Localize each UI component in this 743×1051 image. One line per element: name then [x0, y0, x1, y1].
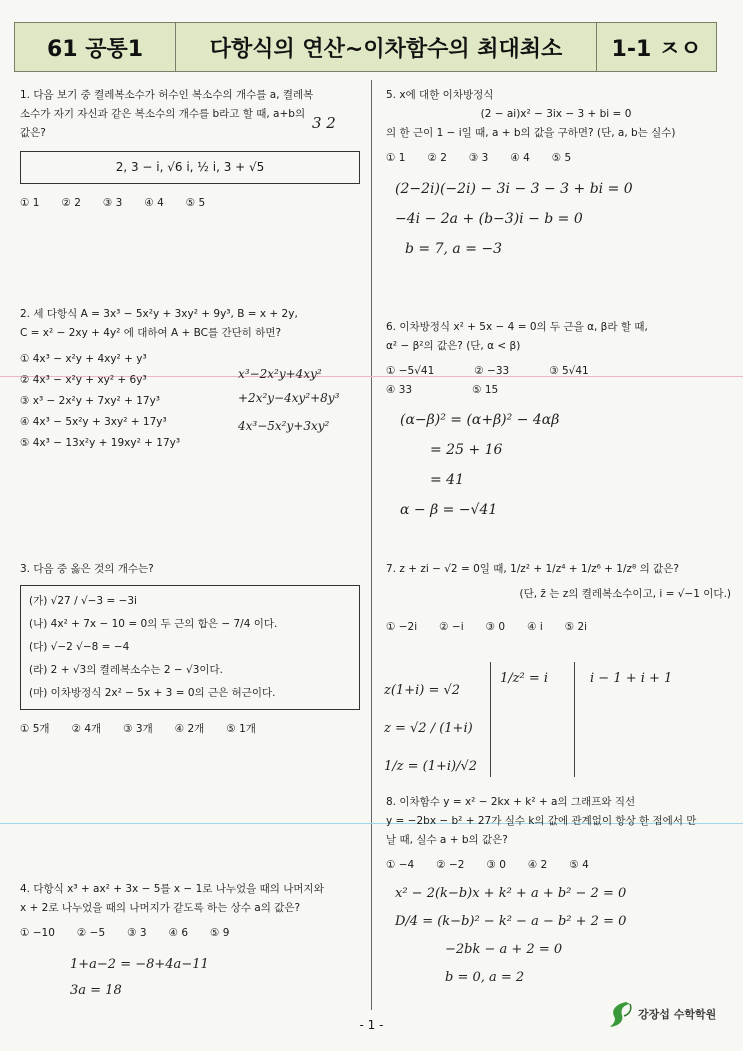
q6-choice-3[interactable]: ③ 5√41 [549, 365, 589, 377]
question-8: 8. 이차함수 y = x² − 2kx + k² + a의 그래프와 직선 y = −2bx − b² + 27가 실수 k의 값에 관계없이 항상 한 점에서 만 날 때, 실수 a + b의 값은? ① −4 ② −2 ③ 0 ④ 2 ⑤ 4 [386, 793, 731, 875]
q1-choice-3[interactable]: ③ 3 [102, 197, 123, 209]
q2-choice-1[interactable]: ① 4x³ − x²y + 4xy² + y³ [20, 353, 147, 365]
question-7: 7. z + zi − √2 = 0일 때, 1/z² + 1/z⁴ + 1/z⁶ + 1/z⁸ 의 값은? (단, z̄ 는 z의 켤레복소수이고, i = √−1 이다.) ① −2i ② −i ③ 0 ④ i ⑤ 2i [386, 560, 731, 637]
q4-choice-5[interactable]: ⑤ 9 [210, 927, 230, 939]
q3-statement-4: (라) 2 + √3의 켤레복소수는 2 − √3이다. [29, 664, 224, 676]
question-2: 2. 세 다항식 A = 3x³ − 5x²y + 3xy² + 9y³, B = x + 2y, C = x² − 2xy + 4y² 에 대하여 A + BC를 간단히 하면? ① 4x³ − x²y + 4xy² + y³ ② 4x³ − x²y + xy² + 6y³ ③ x³ − 2x²y + 7xy² + 17y³ ④ 4x³ − 5x²y + 3xy² + 17y³ ⑤ 4x³ − 13x²y + 19xy² + 17y³ [20, 305, 365, 454]
q7-handwriting-c: i − 1 + i + 1 [590, 671, 673, 686]
q6-choice-4[interactable]: ④ 33 [386, 384, 413, 396]
q3-choice-1[interactable]: ① 5개 [20, 723, 50, 735]
page-number: - 1 - [359, 1018, 384, 1032]
q7-choice-3[interactable]: ③ 0 [485, 621, 506, 633]
unit-title: 다항식의 연산~이차함수의 최대최소 [176, 23, 597, 71]
q6-choice-2[interactable]: ② −33 [474, 365, 510, 377]
leaf-logo-icon [608, 1000, 634, 1028]
q3-choice-5[interactable]: ⑤ 1개 [226, 723, 256, 735]
q8-choice-1[interactable]: ① −4 [386, 859, 415, 871]
q8-handwriting: x² − 2(k−b)x + k² + a + b² − 2 = 0 D/4 = (k−b)² − k² − a − b² + 2 = 0 −2bk − a + 2 = 0 b = 0, a = 2 [395, 886, 627, 985]
q3-choices [20, 720, 360, 739]
question-3: 3. 다음 중 옳은 것의 개수는? (가) √27 / √−3 = −3i (나) 4x² + 7x − 10 = 0의 두 근의 합은 − 7/4 이다. (다) √−2 √−8 = −4 (라) 2 + √3의 켤레복소수는 2 − √3이다. (마) 이차방정식 2x² − 5x + 3 = 0의 근은 허근이다. ① 5개 ② 4개 ③ 3개 ④ 2개 ⑤ 1개 [20, 560, 360, 739]
student-code: 1-1 ㅈㅇ [611, 36, 702, 62]
question-5: 5. x에 대한 이차방정식 (2 − ai)x² − 3ix − 3 + bi = 0 의 한 근이 1 − i일 때, a + b의 값을 구하면? (단, a, b는 실수) ① 1 ② 2 ③ 3 ④ 4 ⑤ 5 [386, 86, 726, 168]
q4-choices [20, 924, 365, 943]
q7-choice-2[interactable]: ② −i [439, 621, 464, 633]
q7-choice-5[interactable]: ⑤ 2i [564, 621, 588, 633]
q7-choice-4[interactable]: ④ i [527, 621, 543, 633]
q4-choice-3[interactable]: ③ 3 [127, 927, 147, 939]
q8-choice-3[interactable]: ③ 0 [486, 859, 506, 871]
q6-choice-5[interactable]: ⑤ 15 [472, 384, 499, 396]
q6-choices-row1 [386, 362, 726, 381]
q1-handwriting: 3 2 [312, 114, 336, 132]
q1-choice-2[interactable]: ② 2 [61, 197, 81, 209]
q7-choice-1[interactable]: ① −2i [386, 621, 418, 633]
q8-choice-2[interactable]: ② −2 [436, 859, 465, 871]
q7-handwriting-b: 1/z² = i [500, 671, 549, 686]
q4-choice-4[interactable]: ④ 6 [168, 927, 189, 939]
q4-choice-2[interactable]: ② −5 [76, 927, 106, 939]
question-1: 1. 다음 보기 중 켤레복소수가 허수인 복소수의 개수를 a, 켤레복 소수가 자기 자신과 같은 복소수의 개수를 b라고 할 때, a+b의 값은? 2, 3 − i, √6 i, ½ i, 3 + √5 ① 1 ② 2 ③ 3 ④ 4 ⑤ 5 [20, 86, 360, 213]
q2-choice-3[interactable]: ③ x³ − 2x²y + 7xy² + 17y³ [20, 395, 161, 407]
q8-choice-5[interactable]: ⑤ 4 [569, 859, 589, 871]
q5-choice-3[interactable]: ③ 3 [468, 152, 489, 164]
q8-choices [386, 856, 731, 875]
q3-statement-5: (마) 이차방정식 2x² − 5x + 3 = 0의 근은 허근이다. [29, 687, 276, 699]
q2-choice-2[interactable]: ② 4x³ − x²y + xy² + 6y³ [20, 374, 147, 386]
q4-choice-1[interactable]: ① −10 [20, 927, 55, 939]
q8-choice-4[interactable]: ④ 2 [527, 859, 548, 871]
scratch-line-2 [574, 662, 575, 777]
q5-choice-5[interactable]: ⑤ 5 [551, 152, 572, 164]
q1-choice-1[interactable]: ① 1 [20, 197, 40, 209]
q5-choices [386, 149, 726, 168]
q4-handwriting: 1+a−2 = −8+4a−11 3a = 18 [70, 957, 209, 998]
column-divider [371, 80, 372, 1010]
q2-handwriting: x³−2x²y+4xy² +2x²y−4xy²+8y³ 4x³−5x²y+3xy² [238, 367, 340, 433]
q6-choice-1[interactable]: ① −5√41 [386, 365, 435, 377]
q3-statement-1: (가) √27 / √−3 = −3i [29, 595, 137, 607]
q5-choice-4[interactable]: ④ 4 [510, 152, 530, 164]
q3-statement-3: (다) √−2 √−8 = −4 [29, 641, 130, 653]
q7-handwriting-a: z(1+i) = √2 z = √2 / (1+i) 1/z = (1+i)/√2 [384, 683, 478, 774]
q7-choices [386, 618, 731, 637]
question-6: 6. 이차방정식 x² + 5x − 4 = 0의 두 근을 α, β라 할 때, α² − β²의 값은? (단, α < β) ① −5√41 ② −33 ③ 5√41 ④ 33 ⑤ 15 [386, 318, 726, 400]
q5-handwriting: (2−2i)(−2i) − 3i − 3 − 3 + bi = 0 −4i − 2a + (b−3)i − b = 0 b = 7, a = −3 [395, 181, 633, 257]
q6-handwriting: (α−β)² = (α+β)² − 4αβ = 25 + 16 = 41 α − β = −√41 [400, 412, 560, 518]
question-4: 4. 다항식 x³ + ax² + 3x − 5를 x − 1로 나누었을 때의 나머지와 x + 2로 나누었을 때의 나머지가 같도록 하는 상수 a의 값은? ① −10 ② −5 ③ 3 ④ 6 ⑤ 9 [20, 880, 365, 943]
q3-choice-3[interactable]: ③ 3개 [123, 723, 153, 735]
q1-choice-5[interactable]: ⑤ 5 [185, 197, 206, 209]
q1-choices [20, 194, 360, 213]
title-bar [14, 22, 717, 72]
statements-box [20, 585, 360, 710]
q2-choice-5[interactable]: ⑤ 4x³ − 13x²y + 19xy² + 17y³ [20, 437, 181, 449]
q3-statement-2: (나) 4x² + 7x − 10 = 0의 두 근의 합은 − 7/4 이다. [29, 618, 278, 630]
q5-choice-2[interactable]: ② 2 [427, 152, 447, 164]
q5-choice-1[interactable]: ① 1 [386, 152, 406, 164]
course-label: 61 공통1 [15, 23, 176, 71]
scratch-line-1 [490, 662, 491, 777]
q2-choice-4[interactable]: ④ 4x³ − 5x²y + 3xy² + 17y³ [20, 416, 167, 428]
q3-choice-4[interactable]: ④ 2개 [174, 723, 205, 735]
q1-choice-4[interactable]: ④ 4 [144, 197, 164, 209]
q3-choice-2[interactable]: ② 4개 [71, 723, 102, 735]
q6-choices-row2 [386, 381, 726, 400]
academy-logo: 강장섭 수학학원 [608, 1000, 716, 1028]
example-box: 2, 3 − i, √6 i, ½ i, 3 + √5 [20, 151, 360, 184]
